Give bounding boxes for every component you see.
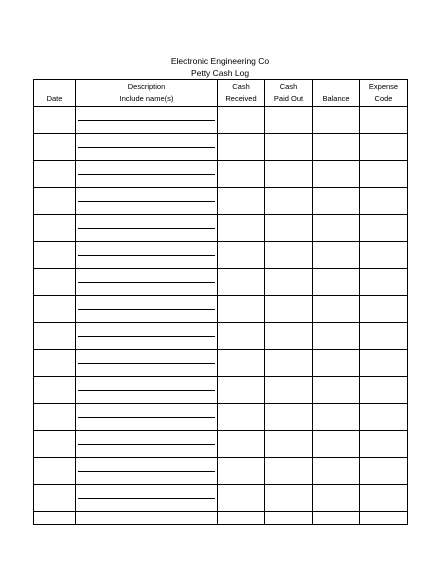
cash-received-cell[interactable] [218, 377, 265, 404]
description-name-divider [78, 282, 215, 283]
date-cell[interactable] [34, 269, 76, 296]
description-cell[interactable] [76, 323, 218, 350]
description-name-divider [78, 444, 215, 445]
cash-paid-out-cell[interactable] [265, 188, 313, 215]
description-cell[interactable] [76, 296, 218, 323]
expense-code-cell[interactable] [360, 404, 408, 431]
cash-paid-out-cell[interactable] [265, 458, 313, 485]
description-name-divider [78, 120, 215, 121]
balance-cell[interactable] [313, 161, 360, 188]
header-cash-paid-out [265, 80, 313, 107]
cash-received-cell[interactable] [218, 458, 265, 485]
description-cell[interactable] [76, 269, 218, 296]
header-description [76, 80, 218, 107]
cash-received-cell[interactable] [218, 431, 265, 458]
document-title: Petty Cash Log [190, 68, 250, 78]
expense-code-cell[interactable] [360, 215, 408, 242]
description-cell[interactable] [76, 431, 218, 458]
expense-code-cell[interactable] [360, 350, 408, 377]
table-row [34, 134, 408, 161]
description-cell[interactable] [76, 377, 218, 404]
cash-paid-out-cell[interactable] [265, 350, 313, 377]
header-description-line2: Include name(s) [119, 94, 174, 103]
cash-received-cell[interactable] [218, 242, 265, 269]
table-row [34, 458, 408, 485]
description-name-divider [78, 417, 215, 418]
description-name-divider [78, 336, 215, 337]
cash-received-cell[interactable] [218, 134, 265, 161]
table-row [34, 404, 408, 431]
table-row [34, 188, 408, 215]
expense-code-cell[interactable] [360, 188, 408, 215]
header-expense-code [360, 80, 408, 107]
cash-paid-out-cell[interactable] [265, 269, 313, 296]
description-cell[interactable] [76, 161, 218, 188]
expense-code-cell[interactable] [360, 242, 408, 269]
header-description-line1: Description [127, 82, 166, 91]
description-cell[interactable] [76, 512, 218, 525]
cash-received-cell[interactable] [218, 512, 265, 525]
description-cell[interactable] [76, 458, 218, 485]
expense-code-cell[interactable] [360, 134, 408, 161]
date-cell[interactable] [34, 107, 76, 134]
cash-received-cell[interactable] [218, 350, 265, 377]
date-cell[interactable] [34, 431, 76, 458]
balance-cell[interactable] [313, 242, 360, 269]
table-row [34, 431, 408, 458]
description-name-divider [78, 228, 215, 229]
date-cell[interactable] [34, 404, 76, 431]
description-name-divider [78, 201, 215, 202]
header-cash-received [218, 80, 265, 107]
cash-paid-out-cell[interactable] [265, 134, 313, 161]
header-cash-paid-out-line1: Cash [279, 82, 298, 91]
description-name-divider [78, 309, 215, 310]
cash-received-cell[interactable] [218, 107, 265, 134]
description-name-divider [78, 471, 215, 472]
cash-received-cell[interactable] [218, 296, 265, 323]
cash-received-cell[interactable] [218, 161, 265, 188]
description-cell[interactable] [76, 107, 218, 134]
table-header-row [34, 80, 408, 107]
header-cash-paid-out-line2: Paid Out [273, 94, 304, 103]
log-body [34, 107, 408, 525]
header-balance-label: Balance [322, 94, 350, 103]
cash-paid-out-cell[interactable] [265, 161, 313, 188]
table-row [34, 242, 408, 269]
date-cell[interactable] [34, 242, 76, 269]
table-row [34, 269, 408, 296]
cash-paid-out-cell[interactable] [265, 215, 313, 242]
table-row [34, 215, 408, 242]
cash-paid-out-cell[interactable] [265, 377, 313, 404]
table-row [34, 323, 408, 350]
table-row [34, 377, 408, 404]
cash-received-cell[interactable] [218, 215, 265, 242]
cash-received-cell[interactable] [218, 269, 265, 296]
date-cell[interactable] [34, 377, 76, 404]
petty-cash-log-table [33, 79, 408, 525]
balance-cell[interactable] [313, 377, 360, 404]
expense-code-cell[interactable] [360, 485, 408, 512]
date-cell[interactable] [34, 188, 76, 215]
cash-received-cell[interactable] [218, 323, 265, 350]
balance-cell[interactable] [313, 188, 360, 215]
balance-cell[interactable] [313, 458, 360, 485]
expense-code-cell[interactable] [360, 107, 408, 134]
description-name-divider [78, 390, 215, 391]
date-cell[interactable] [34, 134, 76, 161]
expense-code-cell[interactable] [360, 431, 408, 458]
table-row [34, 350, 408, 377]
header-expense-code-line1: Expense [368, 82, 399, 91]
balance-cell[interactable] [313, 134, 360, 161]
cash-paid-out-cell[interactable] [265, 323, 313, 350]
description-name-divider [78, 498, 215, 499]
date-cell[interactable] [34, 215, 76, 242]
expense-code-cell[interactable] [360, 458, 408, 485]
balance-cell[interactable] [313, 269, 360, 296]
header-cash-received-line2: Received [225, 94, 257, 103]
cash-received-cell[interactable] [218, 188, 265, 215]
header-date [34, 80, 76, 107]
date-cell[interactable] [34, 458, 76, 485]
table-row [34, 485, 408, 512]
date-cell[interactable] [34, 350, 76, 377]
expense-code-cell[interactable] [360, 323, 408, 350]
description-name-divider [78, 147, 215, 148]
description-cell[interactable] [76, 485, 218, 512]
description-cell[interactable] [76, 215, 218, 242]
company-name: Electronic Engineering Co [170, 56, 270, 66]
balance-cell[interactable] [313, 107, 360, 134]
date-cell[interactable] [34, 485, 76, 512]
expense-code-cell[interactable] [360, 377, 408, 404]
balance-cell[interactable] [313, 431, 360, 458]
balance-cell[interactable] [313, 350, 360, 377]
table-row [34, 161, 408, 188]
cash-paid-out-cell[interactable] [265, 242, 313, 269]
expense-code-cell[interactable] [360, 512, 408, 525]
description-cell[interactable] [76, 404, 218, 431]
date-cell[interactable] [34, 323, 76, 350]
description-cell[interactable] [76, 188, 218, 215]
cash-paid-out-cell[interactable] [265, 512, 313, 525]
header-expense-code-line2: Code [374, 94, 393, 103]
description-name-divider [78, 174, 215, 175]
description-cell[interactable] [76, 134, 218, 161]
header-cash-received-line1: Cash [232, 82, 250, 91]
description-name-divider [78, 255, 215, 256]
description-cell[interactable] [76, 350, 218, 377]
header-date-label: Date [46, 94, 63, 103]
balance-cell[interactable] [313, 485, 360, 512]
balance-cell[interactable] [313, 323, 360, 350]
expense-code-cell[interactable] [360, 296, 408, 323]
cash-paid-out-cell[interactable] [265, 431, 313, 458]
cash-received-cell[interactable] [218, 404, 265, 431]
description-name-divider [78, 363, 215, 364]
balance-cell[interactable] [313, 512, 360, 525]
expense-code-cell[interactable] [360, 269, 408, 296]
header-balance [313, 80, 360, 107]
date-cell[interactable] [34, 512, 76, 525]
cash-paid-out-cell[interactable] [265, 404, 313, 431]
table-row [34, 107, 408, 134]
cash-paid-out-cell[interactable] [265, 107, 313, 134]
cash-paid-out-cell[interactable] [265, 485, 313, 512]
balance-cell[interactable] [313, 404, 360, 431]
balance-cell[interactable] [313, 296, 360, 323]
table-row [34, 296, 408, 323]
table-row [34, 512, 408, 525]
cash-paid-out-cell[interactable] [265, 296, 313, 323]
balance-cell[interactable] [313, 215, 360, 242]
expense-code-cell[interactable] [360, 161, 408, 188]
date-cell[interactable] [34, 161, 76, 188]
cash-received-cell[interactable] [218, 485, 265, 512]
date-cell[interactable] [34, 296, 76, 323]
description-cell[interactable] [76, 242, 218, 269]
